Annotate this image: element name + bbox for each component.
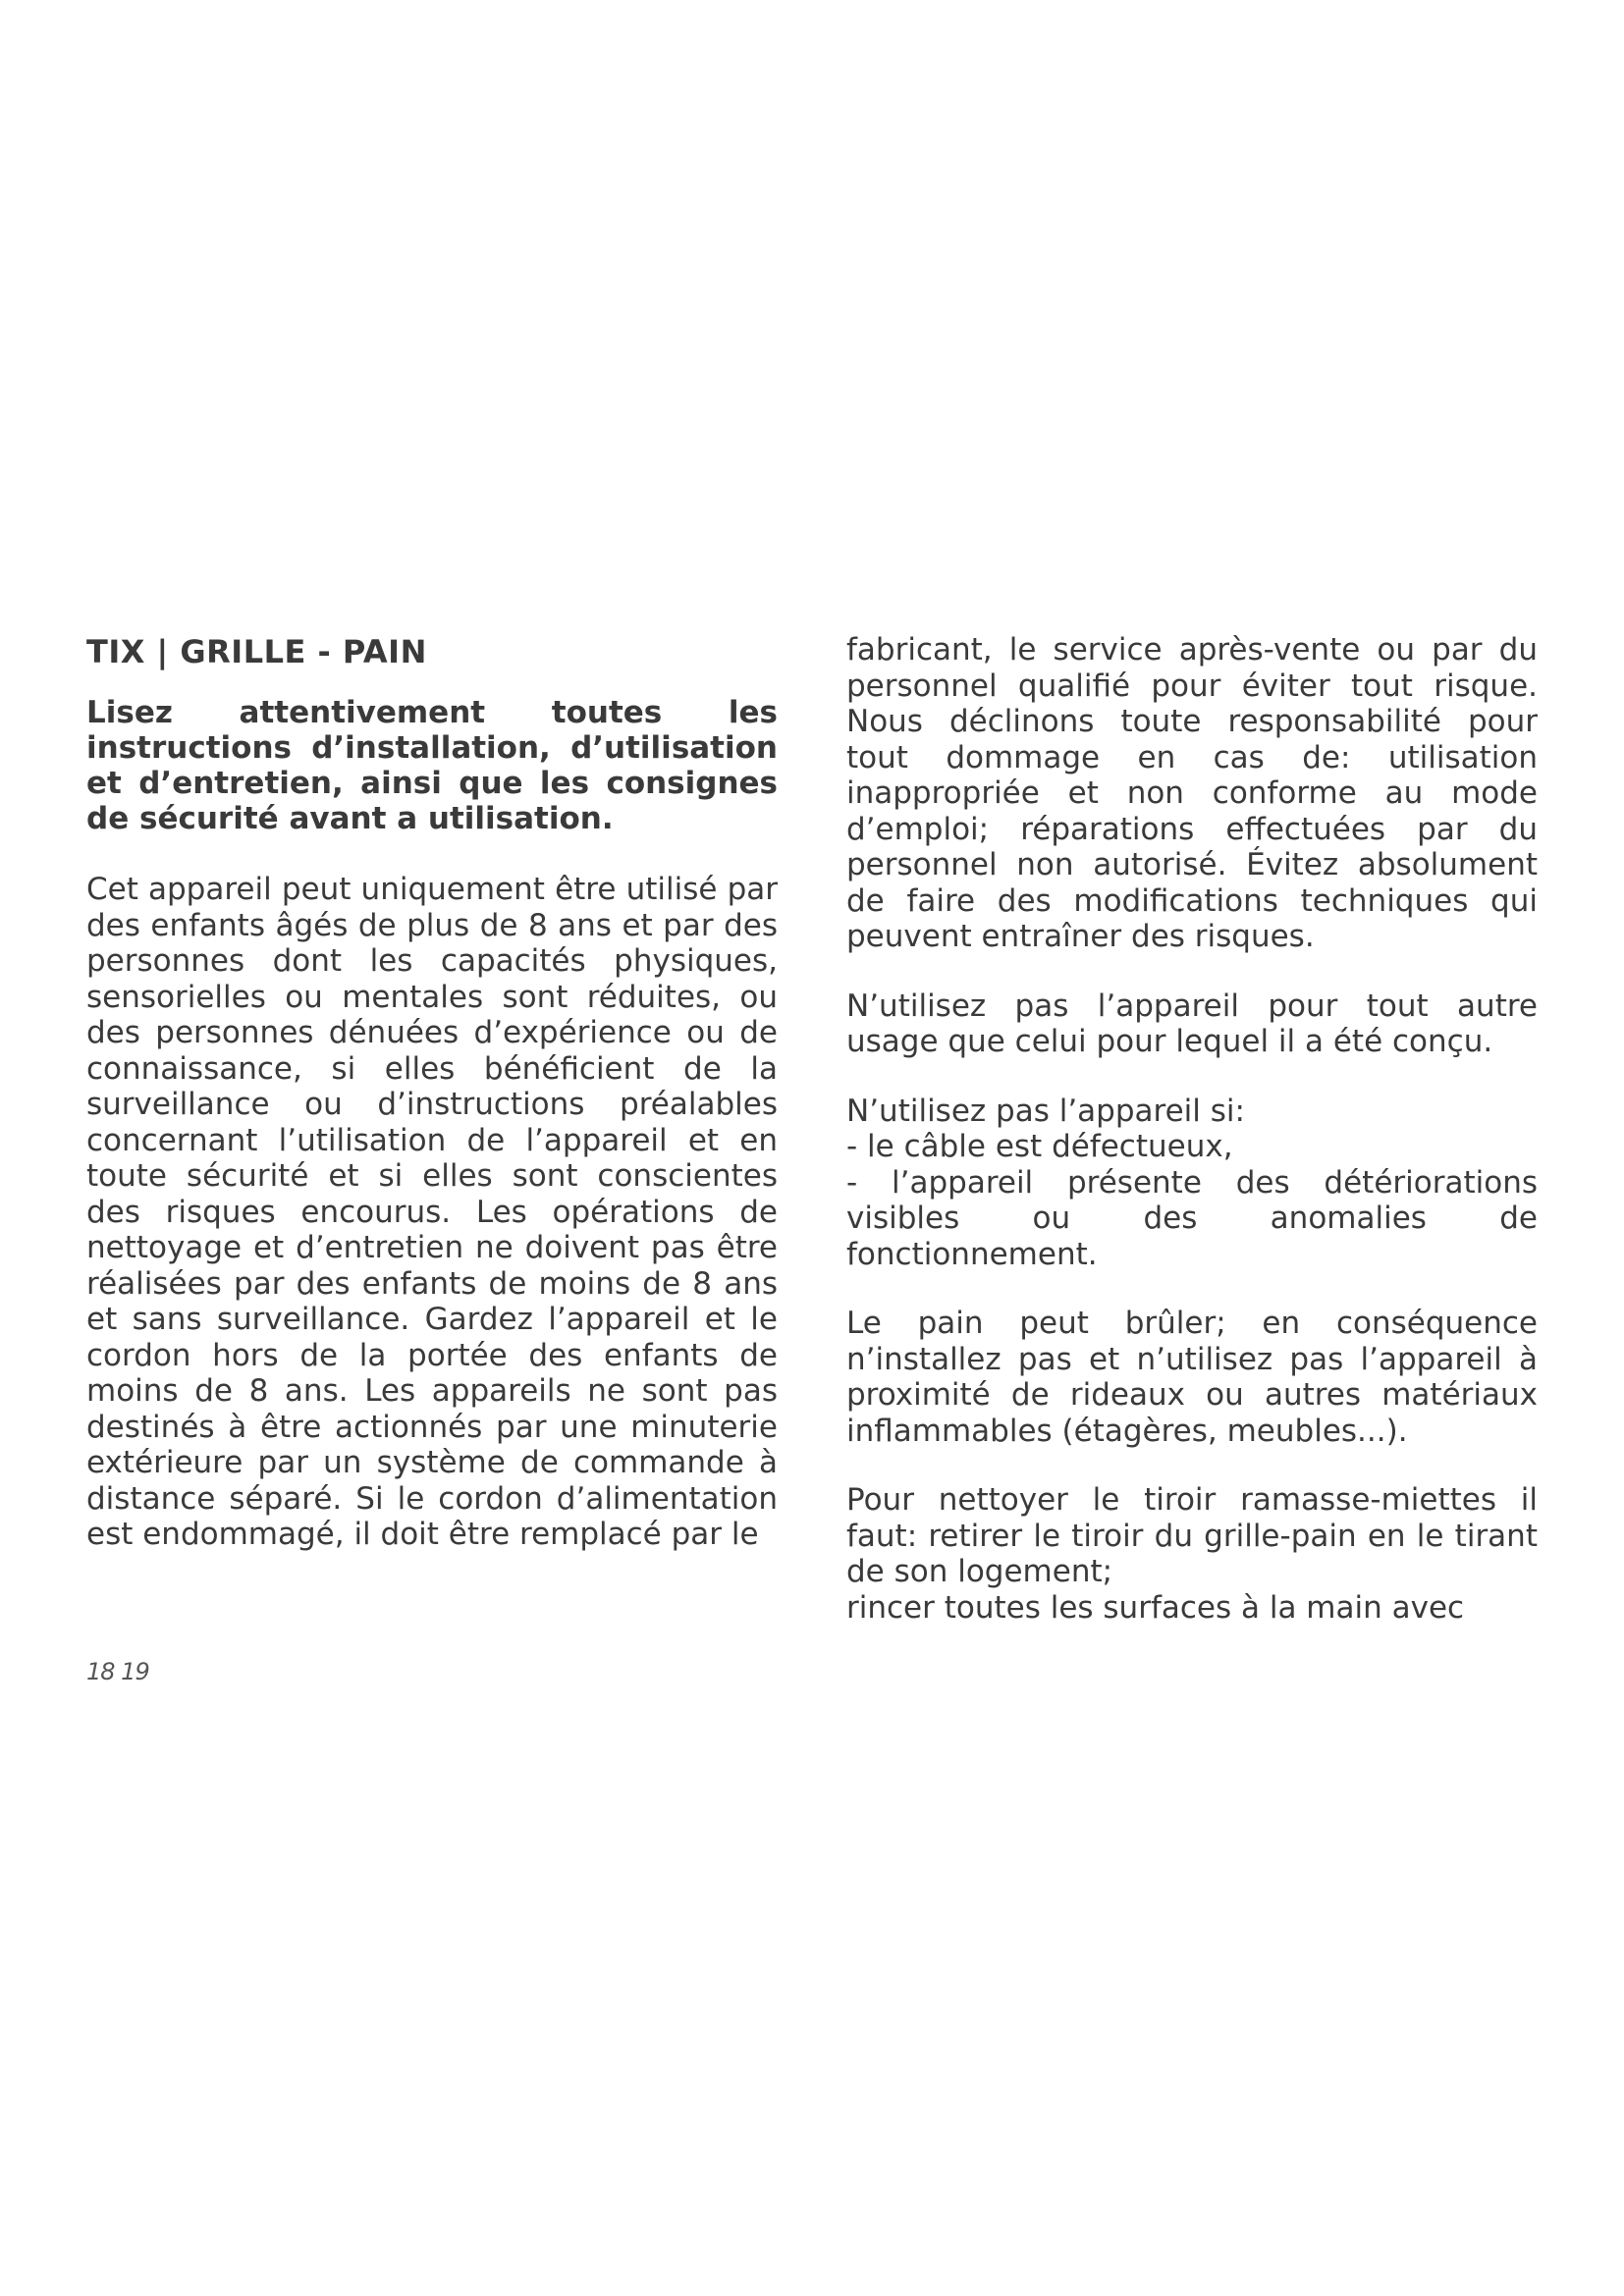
safety-paragraph-liability: fabricant, le service après-vente ou par du personnel qualifié pour éviter tout risque. Nous déclinons toute responsabilité pour tout dommage en cas de: utilisation inappropriée et non conforme au mode d’emploi; réparations effectuées par du personnel non autorisé. Évitez absolument de faire des modifications techniques qui peuvent entraîner des risques. (846, 632, 1538, 954)
right-column (846, 632, 1538, 1659)
page-number: 18 19 (86, 1658, 149, 1685)
safety-paragraph-fire: Le pain peut brûler; en conséquence n’installez pas et n’utilisez pas l’appareil à proximité de rideaux ou autres matériaux inflammables (étagères, meubles...). (846, 1306, 1538, 1449)
defects-line: N’utilisez pas l’appareil si: (846, 1093, 1245, 1129)
safety-paragraph-children: Cet appareil peut uniquement être utilisé par des enfants âgés de plus de 8 ans et par des personnes dont les capacités physiques, sensorielles ou mentales sont réduites, ou des personnes dénuées d’expérience ou de connaissance, si elles bénéficient de la surveillance ou d’instructions préalables concernant l’utilisation de l’appareil et en toute sécurité et si elles sont conscientes des risques encourus. Les opérations de nettoyage et d’entretien ne doivent pas être réalisées par des enfants de moins de 8 ans et sans surveillance. Gardez l’appareil et le cordon hors de la portée des enfants de moins de 8 ans. Les appareils ne sont pas destinés à être actionnés par une minuterie extérieure par un système de commande à distance séparé. Si le cordon d’alimentation est endommagé, il doit être remplacé par le (86, 872, 778, 1552)
safety-paragraph-usage: N’utilisez pas l’appareil pour tout autre usage que celui pour lequel il a été conçu. (846, 988, 1538, 1059)
intro-warning: Lisez attentivement toutes les instructions d’installation, d’utilisation et d’entretien, ainsi que les consignes de sécurité avant a utilisation. (86, 695, 778, 836)
safety-paragraph-defects (846, 1094, 1538, 1273)
defects-line: - l’appareil présente des détériorations visibles ou des anomalies de (846, 1164, 1538, 1236)
cleaning-paragraph (846, 1482, 1538, 1626)
cleaning-line: Pour nettoyer le tiroir ramasse-miettes il faut: retirer le tiroir du grille-pain en le tirant de son logement; (846, 1482, 1538, 1589)
defects-line: fonctionnement. (846, 1236, 1098, 1272)
left-column (86, 632, 778, 1586)
document-title: TIX | GRILLE - PAIN (86, 633, 427, 670)
defects-line: - le câble est défectueux, (846, 1129, 1233, 1164)
cleaning-line: rincer toutes les surfaces à la main avec (846, 1589, 1465, 1626)
